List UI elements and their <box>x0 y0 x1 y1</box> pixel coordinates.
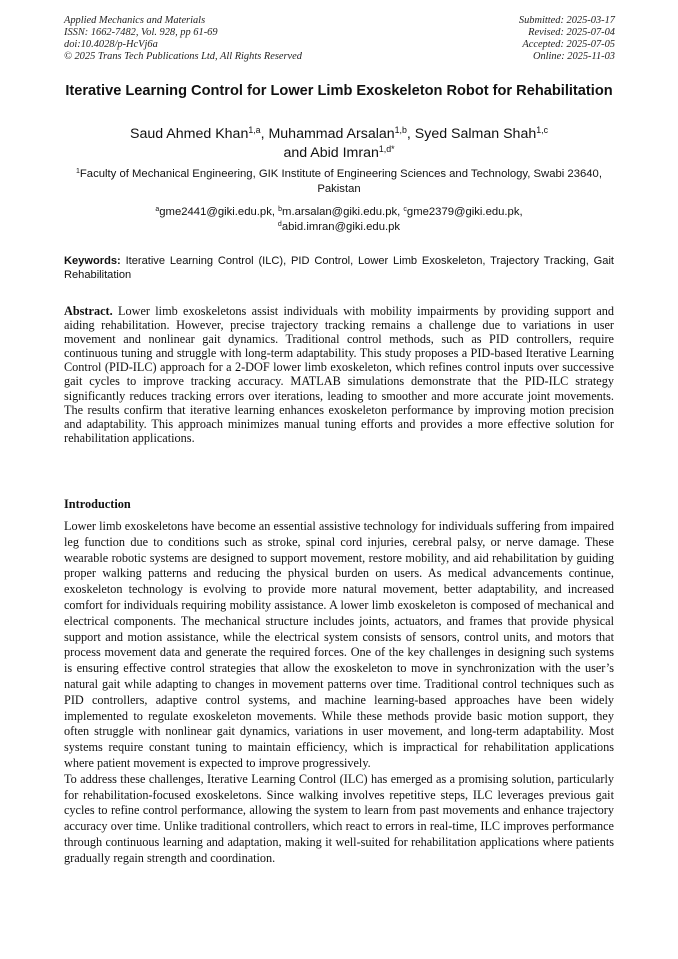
author-name: Syed Salman Shah <box>414 126 537 142</box>
submitted-date: Submitted: 2025-03-17 <box>518 15 615 26</box>
abstract-label: Abstract. <box>64 304 113 318</box>
keywords-label: Keywords: <box>64 255 121 267</box>
accepted-date: Accepted: 2025-07-05 <box>522 38 615 50</box>
author-affiliation-mark: 1,d* <box>378 144 395 155</box>
affiliation-text: Faculty of Mechanical Engineering, GIK Institute of Engineering Sciences and Technology, Swabi 23640, Pakistan <box>79 168 602 195</box>
online-date: Online: 2025-11-03 <box>532 50 615 62</box>
affiliation <box>64 167 614 196</box>
abstract-text: Lower limb exoskeletons assist individuals with mobility impairments by providing support and aiding rehabilitation. However, precise trajectory tracking remains a challenge due to variations in user movement and nonlinear gait dynamics. Traditional control methods, such as PID controllers, require continuous tuning and struggle with long-term adaptability. This study proposes a PID-based Iterative Learning Control (PID-ILC) approach for a 2-DOF lower limb exoskeleton, which refines control inputs over successive gait cycles to improve tracking accuracy. MATLAB simulations demonstrate that the PID-ILC strategy significantly reduces tracking errors over iterations, leading to smoother and more accurate joint movements. The results confirm that iterative learning enhances exoskeleton performance by improving motion precision and adaptability. This approach minimizes manual tuning efforts and provides a more effective solution for rehabilitation applications. <box>64 304 615 445</box>
email-list <box>64 205 614 234</box>
keywords-text: Iterative Learning Control (ILC), PID Control, Lower Limb Exoskeleton, Trajectory Tracking, Gait Rehabilitation <box>64 255 614 282</box>
paragraph: Lower limb exoskeletons have become an essential assistive technology for individuals suffering from impaired leg function due to conditions such as stroke, spinal cord injuries, cerebral palsy, or nerve damage. These wearable robotic systems are designed to support movement, restore mobility, and aid rehabilitation by guiding proper walking patterns and reducing the physical burden on users. As medical advancements continue, exoskeleton technology is evolving to provide more natural movement, better adaptability, and increased comfort for individuals requiring mobility assistance. A lower limb exoskeleton is composed of mechanical and electrical components. The mechanical structure includes joints, actuators, and frames that provide physical support and motion assistance, while the electrical system consists of sensors, control units, and motors that process movement data and generate the required forces. One of the key challenges in designing such systems is ensuring effective control strategies that allow the exoskeleton to move in synchronization with the user’s natural gait while adapting to changes in movement patterns over time. Traditional control techniques such as PID controllers, adaptive control systems, and machine learning-based approaches have been widely implemented to regulate exoskeleton movements. While these methods provide basic motion support, they often struggle with nonlinear gait dynamics, variations in user movement, and long-term adaptability. Most systems require constant tuning to maintain efficiency, which is impractical for rehabilitation applications where patient movement is expected to improve progressively. <box>64 519 614 770</box>
author: Muhammad Arsalan$^{1,b}$, <box>268 125 415 142</box>
author <box>415 126 548 142</box>
submission-dates <box>519 15 615 63</box>
email-link[interactable]: abid.imran@giki.edu.pk <box>281 220 401 233</box>
affiliation-mark: 1 <box>76 168 80 176</box>
author-affiliation-mark: 1,a <box>248 125 261 136</box>
email-link[interactable]: m.arsalan@giki.edu.pk <box>282 206 398 218</box>
email-entry: $^a$gme2441@giki.edu.pk, <box>155 206 279 218</box>
email-entry: $^d$abid.imran@giki.edu.pk <box>277 220 401 233</box>
issn-line: ISSN: 1662-7482, Vol. 928, pp 61-69 <box>64 26 218 38</box>
author <box>283 145 394 161</box>
author: Saud Ahmed Khan$^{1,a}$, <box>130 125 269 142</box>
copyright-line: © 2025 Trans Tech Publications Ltd, All Rights Reserved <box>64 50 302 62</box>
journal-name: Applied Mechanics and Materials <box>64 15 206 26</box>
paper-title: Iterative Learning Control for Lower Limb Exoskeleton Robot for Rehabilitation <box>65 83 613 99</box>
abstract <box>64 304 614 445</box>
author-affiliation-mark: 1,b <box>394 125 407 136</box>
author-name: and Abid Imran <box>283 145 379 161</box>
email-link[interactable]: gme2441@giki.edu.pk <box>159 206 272 218</box>
revised-date: Revised: 2025-07-04 <box>528 26 615 38</box>
doi-line[interactable]: doi:10.4028/p-HcVj6a <box>64 38 158 50</box>
author-name: Saud Ahmed Khan <box>130 126 249 142</box>
author-name: Muhammad Arsalan <box>268 126 395 142</box>
email-entry: $^b$m.arsalan@giki.edu.pk, <box>278 206 404 218</box>
journal-info <box>64 15 302 63</box>
author-affiliation-mark: 1,c <box>536 125 548 136</box>
author-list <box>64 125 614 163</box>
paragraph: To address these challenges, Iterative Learning Control (ILC) has emerged as a promising solution, particularly for rehabilitation-focused exoskeletons. Since walking involves repetitive steps, ILC leverages previous gait cycles to refine control performance, allowing the system to learn from past movements and enhance trajectory accuracy over time. Unlike traditional controllers, which react to errors in real-time, ILC improves performance through continuous learning and adaptation, making it well-suited for rehabilitation applications where patients gradually regain strength and coordination. <box>64 771 614 865</box>
email-link[interactable]: gme2379@giki.edu.pk <box>406 206 520 218</box>
keywords <box>64 254 614 283</box>
introduction-heading: Introduction <box>64 497 131 511</box>
email-entry: $^c$gme2379@giki.edu.pk, <box>403 206 523 218</box>
introduction-body <box>64 519 614 867</box>
